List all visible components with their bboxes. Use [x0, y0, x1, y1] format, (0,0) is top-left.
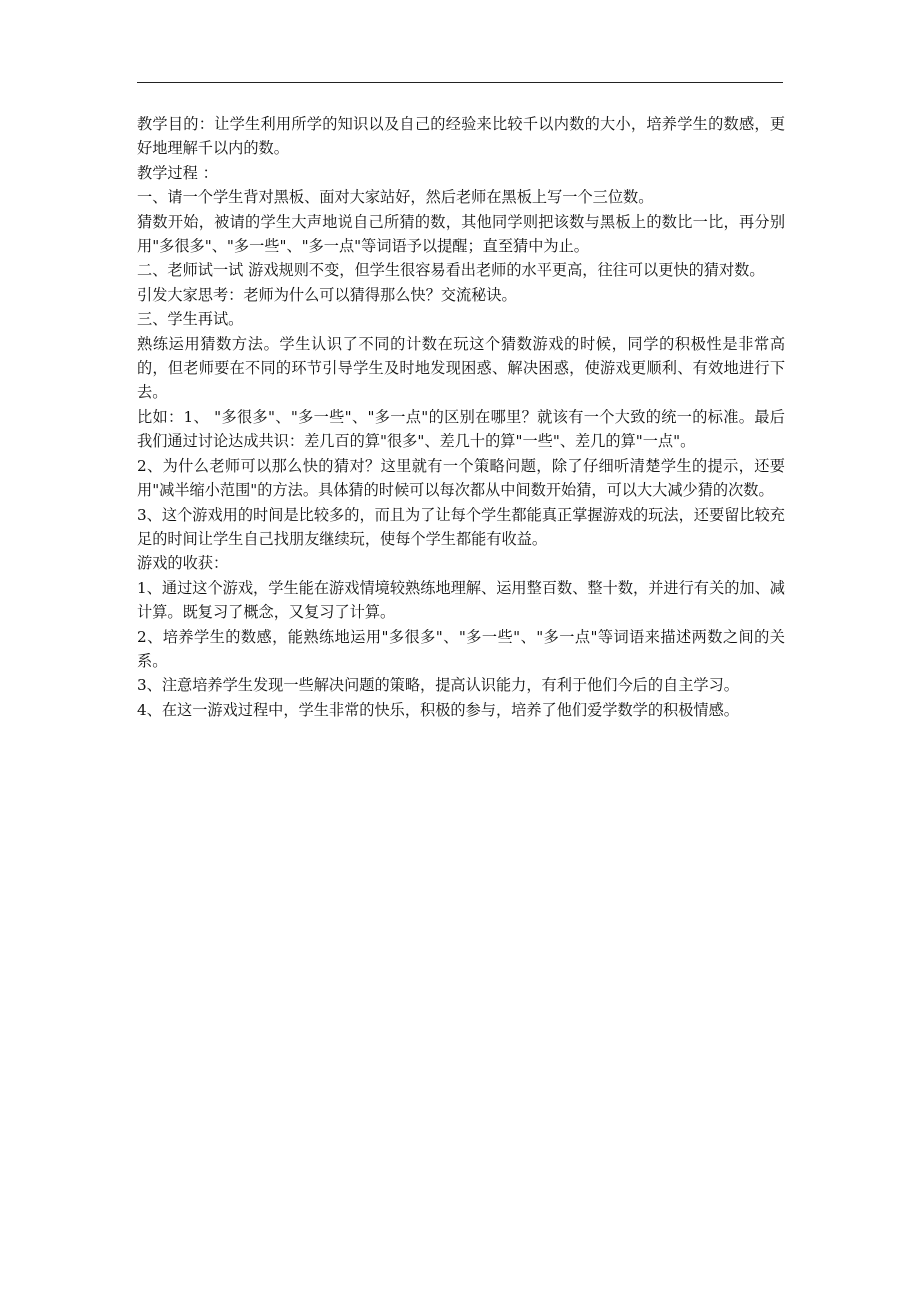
- paragraph-gain-four: 4、在这一游戏过程中，学生非常的快乐，积极的参与，培养了他们爱学数学的积极情感。: [137, 700, 739, 719]
- paragraph-step-two: 二、老师试一试 游戏规则不变，但学生很容易看出老师的水平更高，往往可以更快的猜对数。: [137, 261, 765, 280]
- paragraph-gain-one: 1、通过这个游戏，学生能在游戏情境较熟练地理解、运用整百数、整十数，并进行有关的加、减计算。既复习了概念，又复习了计算。: [137, 578, 785, 622]
- header-rule: [137, 82, 783, 83]
- paragraph-guessing-start: 猜数开始，被请的学生大声地说自己所猜的数，其他同学则把该数与黑板上的数比一比，再分别用"多很多"、"多一些"、"多一点"等词语予以提醒；直至猜中为止。: [137, 212, 785, 256]
- document-body: [137, 112, 785, 722]
- paragraph-gain-two: 2、培养学生的数感，能熟练地运用"多很多"、"多一些"、"多一点"等词语来描述两数之间的关系。: [137, 627, 785, 670]
- paragraph-objective: 教学目的：让学生利用所学的知识以及自己的经验来比较千以内数的大小，培养学生的数感，更好地理解千以内的数。: [137, 115, 785, 158]
- paragraph-example-three: 3、这个游戏用的时间是比较多的，而且为了让每个学生都能真正掌握游戏的玩法，还要留比较充足的时间让学生自己找朋友继续玩，使每个学生都能有收益。: [137, 505, 785, 548]
- paragraph-gain-three: 3、注意培养学生发现一些解决问题的策略，提高认识能力，有利于他们今后的自主学习。: [137, 676, 739, 695]
- paragraph-process-heading: 教学过程 ：: [137, 163, 218, 182]
- paragraph-example-one: 比如：1、 "多很多"、"多一些"、"多一点"的区别在哪里？就该有一个大致的统一的标准。最后我们通过讨论达成共识：差几百的算"很多"、差几十的算"一些"、差几的算"一点"。: [137, 407, 785, 451]
- paragraph-gains-heading: 游戏的收获：: [137, 554, 229, 573]
- paragraph-practice-method: 熟练运用猜数方法。学生认识了不同的计数在玩这个猜数游戏的时候，同学的积极性是非常高的，但老师要在不同的环节引导学生及时地发现困惑、解决困惑，使游戏更顺利、有效地进行下去。: [137, 334, 785, 402]
- paragraph-thinking-prompt: 引发大家思考：老师为什么可以猜得那么快？交流秘诀。: [137, 285, 517, 304]
- paragraph-example-two: 2、为什么老师可以那么快的猜对？这里就有一个策略问题，除了仔细听清楚学生的提示，还要用"减半缩小范围"的方法。具体猜的时候可以每次都从中间数开始猜，可以大大减少猜的次数。: [137, 456, 785, 500]
- paragraph-step-one: 一、请一个学生背对黑板、面对大家站好，然后老师在黑板上写一个三位数。: [137, 188, 654, 207]
- paragraph-step-three: 三、学生再试。: [137, 310, 244, 329]
